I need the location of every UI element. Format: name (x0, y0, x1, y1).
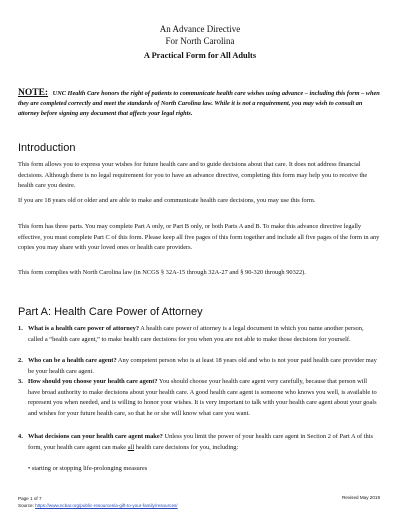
item-answer: A health care power of attorney is a legal document in which you name another person, called a “health care agent,” to make health care decisions for you when you are not able to make those decisions for yourself. (28, 325, 364, 343)
item-question: What decisions can your health care agent make? (28, 433, 163, 440)
part-a-item-3 (18, 377, 380, 419)
bullet-item: • starting or stopping life-prolonging measures (28, 465, 148, 472)
item-question: How should you choose your health care agent? (28, 378, 158, 385)
part-a-item-2 (18, 356, 380, 377)
note-text: UNC Health Care honors the right of patients to communicate health care wishes using advance – including this form – when they are completed correctly and meet the standards of North Carolina law. While it is not a requirement, you may wish to consult an attorney before signing any document that affects your legal rights. (18, 90, 380, 118)
intro-paragraph-3: This form has three parts. You may complete Part A only, or Part B only, or both Parts A and B. To make this advance directive legally effective, you must complete Part C of this form. Please keep all five pages of this form together and include all five pages of the form in any copies you may share with your loved ones or health care providers. (18, 223, 380, 252)
document-title-line2: For North Carolina (165, 36, 235, 46)
item-number: 1. (18, 325, 23, 332)
item-question: Who can be a health care agent? (28, 357, 117, 364)
item-number: 2. (18, 357, 23, 364)
page-number: Page 1 of 7 (18, 496, 42, 501)
source-label: Source: (18, 503, 36, 508)
source-link[interactable]: https://www.ncbar.org/public-resources/a-gift-to-your-family/resources/ (35, 503, 178, 508)
item-answer-start: Unless you limit the power of your health care agent in Section 2 of Part A of this form, your health care agent can make (28, 433, 373, 451)
item-question: What is a health care power of attorney? (28, 325, 140, 332)
intro-paragraph-2: If you are 18 years old or older and are able to make and communicate health care decisions, you may use this form. (18, 197, 316, 204)
introduction-heading: Introduction (18, 142, 76, 154)
footer-left (18, 495, 178, 509)
item-answer: You should choose your health care agent very carefully, because that person will have broad authority to make decisions about your health care. A good health care agent is someone who knows you well, is available to represent you when needed, and is willing to honor your wishes. It is very important to talk with your health care agent about your goals and wishes for your future health care, so that he or she will know what care you want. (28, 378, 377, 417)
item-number: 3. (18, 378, 23, 385)
item-number: 4. (18, 433, 23, 440)
document-title-line1: An Advance Directive (159, 24, 241, 34)
intro-paragraph-4: This form complies with North Carolina law (in NCGS § 32A-15 through 32A-27 and § 90-320 through 90322). (18, 269, 306, 276)
note-label: NOTE: (18, 88, 49, 98)
revision-date: Revised May 2019 (341, 495, 380, 500)
part-a-item-4 (18, 432, 380, 453)
intro-paragraph-1: This form allows you to express your wishes for future health care and to guide decisions about that care. It does not address financial decisions. Although there is no legal requirement for you to have an advance directive, completing this form may help you to receive the health care you desire. (18, 161, 368, 190)
item-answer-end: health care decisions for you, including: (134, 443, 239, 451)
document-subtitle: A Practical Form for All Adults (143, 51, 257, 60)
part-a-item-1 (18, 324, 380, 345)
item-answer-emphasis: all (127, 443, 135, 451)
legal-note (18, 88, 384, 120)
part-a-heading: Part A: Health Care Power of Attorney (18, 306, 203, 318)
item-answer: Any competent person who is at least 18 years old and who is not your paid health care provider may be your health care agent. (28, 357, 377, 375)
